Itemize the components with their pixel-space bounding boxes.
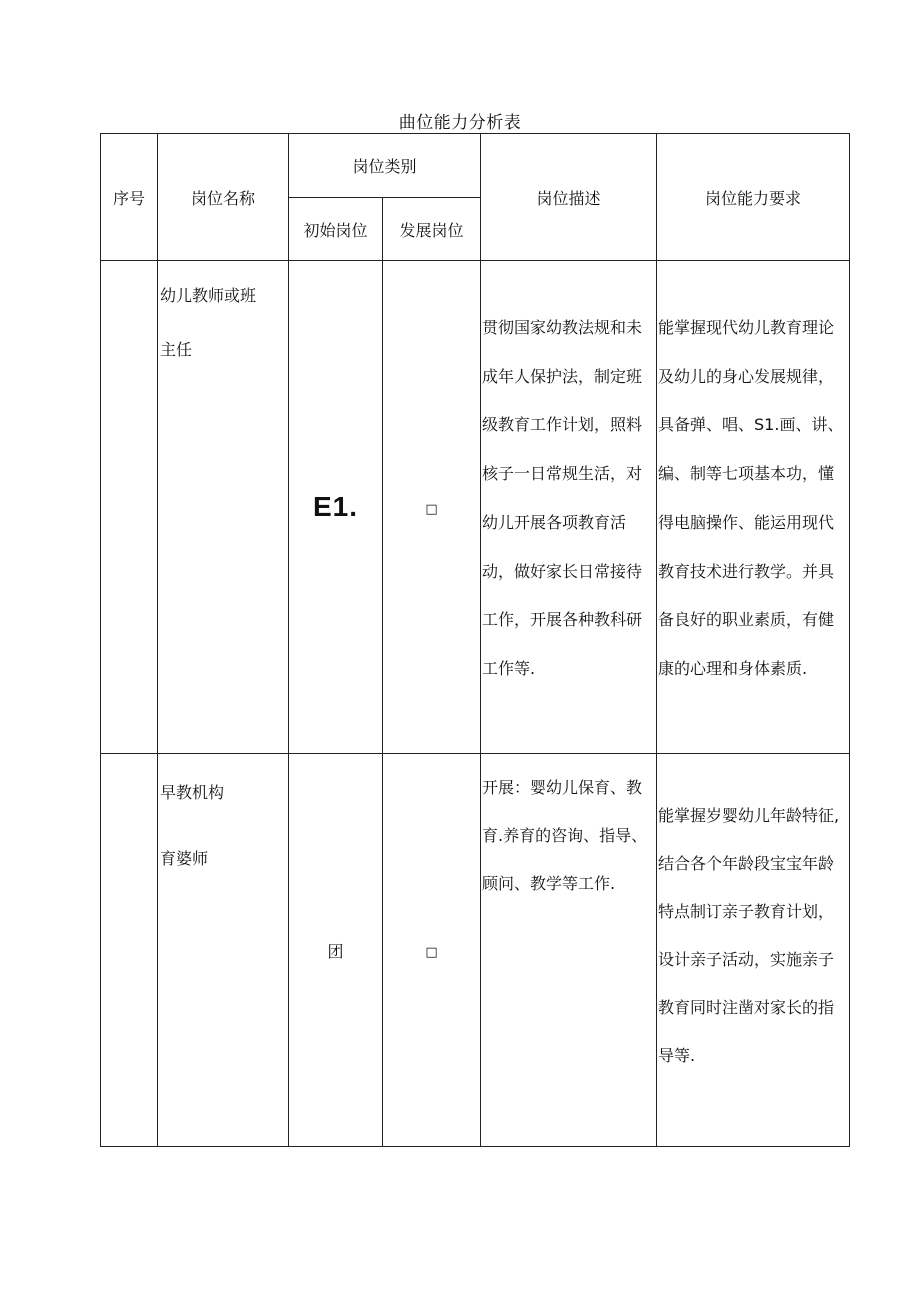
- row-requirements: [657, 754, 850, 1147]
- requirements-text: 能掌握现代幼儿教育理论及幼儿的身心发展规律，具备弹、唱、S1.画、讲、编、制等七项基本功，懂得电脑操作、能运用现代教育技术进行教学。并具备良好的职业素质，有健康的心理和身体素质.: [658, 318, 844, 678]
- position-name-line: 主任: [160, 340, 193, 359]
- position-name-line: 育婆师: [160, 849, 209, 868]
- row-initial-mark: [289, 754, 383, 1147]
- document-title: 曲位能力分析表: [398, 113, 522, 133]
- initial-mark-text: 团: [327, 941, 344, 961]
- row-description: [481, 261, 657, 754]
- row-position-name: [158, 261, 289, 754]
- checkbox-icon: □: [425, 944, 438, 960]
- row-development-mark: [383, 261, 481, 754]
- table-row: [101, 261, 850, 754]
- requirements-text: 能掌握岁婴幼儿年龄特征,结合各个年龄段宝宝年龄特点制订亲子教育计划，设计亲子活动，实施亲子教育同时注凿对家长的指导等.: [658, 806, 840, 1065]
- header-index: 序号: [101, 134, 158, 261]
- table-row: [101, 754, 850, 1147]
- row-development-mark: [383, 754, 481, 1147]
- header-category: 岗位类别: [289, 134, 481, 198]
- row-initial-mark: [289, 261, 383, 754]
- header-requirements: 岗位能力要求: [657, 134, 850, 261]
- checkbox-icon: □: [425, 501, 438, 517]
- row-requirements: [657, 261, 850, 754]
- row-description: [481, 754, 657, 1147]
- position-name-line: 早教机构: [160, 783, 225, 802]
- header-description: 岗位描述: [481, 134, 657, 261]
- initial-mark-text: E1.: [312, 491, 359, 522]
- header-development: 发展岗位: [383, 198, 481, 261]
- row-position-name: [158, 754, 289, 1147]
- position-ability-table: [100, 133, 850, 1147]
- description-text: 贯彻国家幼教法规和未成年人保护法，制定班级教育工作计划，照料核子一日常规生活，对幼儿开展各项教育活动，做好家长日常接待工作，开展各种教科研工作等.: [482, 318, 643, 678]
- description-text: 开展：婴幼儿保育、教育.养育的咨询、指导、顾问、教学等工作.: [482, 778, 648, 893]
- row-index: [101, 754, 158, 1147]
- header-position-name: 岗位名称: [158, 134, 289, 261]
- position-name-line: 幼儿教师或班: [160, 286, 257, 305]
- header-initial: 初始岗位: [289, 198, 383, 261]
- row-index: [101, 261, 158, 754]
